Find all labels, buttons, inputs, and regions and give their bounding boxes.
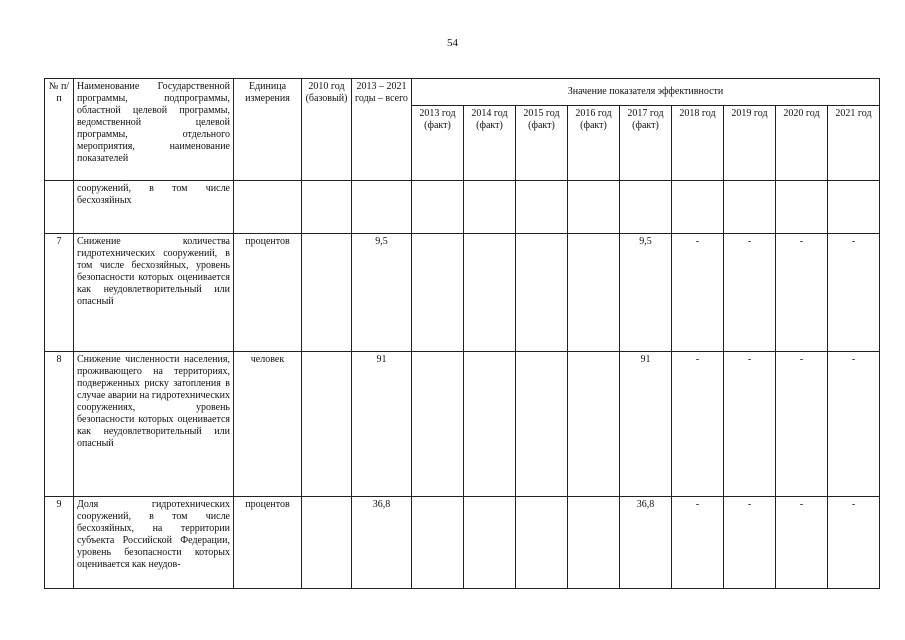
row-unit	[234, 181, 302, 234]
row-value	[412, 234, 464, 352]
row-value: 36,8	[620, 497, 672, 589]
row-value	[568, 497, 620, 589]
row-value: -	[776, 497, 828, 589]
table-row	[45, 234, 880, 352]
row-value: -	[672, 234, 724, 352]
row-value: -	[724, 352, 776, 497]
header-base-year: 2010 год (базовый)	[302, 79, 352, 181]
row-value	[516, 181, 568, 234]
row-value	[724, 181, 776, 234]
row-base	[302, 497, 352, 589]
row-base	[302, 352, 352, 497]
row-value	[568, 352, 620, 497]
row-value	[412, 497, 464, 589]
row-name: Снижение численности населения, проживающего на территориях, подверженных риску затопления в случае аварии на гидротехнических сооружениях, уровень безопасности которых оценивается как неудовлетворительный или опасный	[74, 352, 234, 497]
row-value	[412, 352, 464, 497]
row-number: 7	[45, 234, 74, 352]
row-value	[516, 352, 568, 497]
row-value: -	[672, 497, 724, 589]
row-value: -	[724, 497, 776, 589]
row-value	[516, 497, 568, 589]
row-value: -	[724, 234, 776, 352]
header-year: 2015 год (факт)	[516, 106, 568, 181]
row-value: -	[828, 352, 880, 497]
row-number	[45, 181, 74, 234]
efficiency-indicators-table	[44, 78, 880, 589]
header-year: 2014 год (факт)	[464, 106, 516, 181]
row-total: 91	[352, 352, 412, 497]
page-number: 54	[447, 37, 458, 49]
row-unit: человек	[234, 352, 302, 497]
row-number: 9	[45, 497, 74, 589]
row-name: Снижение количества гидротехнических сооружений, в том числе бесхозяйных, уровень безопасности которых оценивается как неудовлетворительный или опасный	[74, 234, 234, 352]
header-number: № п/п	[45, 79, 74, 181]
row-value	[568, 234, 620, 352]
row-value	[672, 181, 724, 234]
row-value	[828, 181, 880, 234]
header-year: 2020 год	[776, 106, 828, 181]
row-value	[412, 181, 464, 234]
header-year: 2018 год	[672, 106, 724, 181]
row-value: -	[776, 352, 828, 497]
row-value: -	[828, 497, 880, 589]
row-value	[620, 181, 672, 234]
row-total: 9,5	[352, 234, 412, 352]
row-base	[302, 181, 352, 234]
row-value: -	[776, 234, 828, 352]
header-efficiency-group: Значение показателя эффективности	[412, 79, 880, 106]
row-value: -	[828, 234, 880, 352]
row-base	[302, 234, 352, 352]
row-number: 8	[45, 352, 74, 497]
row-value	[464, 352, 516, 497]
header-year: 2021 год	[828, 106, 880, 181]
row-total	[352, 181, 412, 234]
row-name: сооружений, в том числе бесхозяйных	[74, 181, 234, 234]
header-year: 2017 год (факт)	[620, 106, 672, 181]
row-total: 36,8	[352, 497, 412, 589]
row-value: 91	[620, 352, 672, 497]
header-total: 2013 – 2021 годы – всего	[352, 79, 412, 181]
header-year: 2013 год (факт)	[412, 106, 464, 181]
row-unit: процентов	[234, 497, 302, 589]
table-row	[45, 181, 880, 234]
table-row	[45, 352, 880, 497]
row-value: 9,5	[620, 234, 672, 352]
header-name: Наименование Государственной программы, подпрограммы, областной целевой программы, ведомственной целевой программы, отдельного мероприятия, наименование показателей	[74, 79, 234, 181]
header-unit: Единица измерения	[234, 79, 302, 181]
header-year: 2019 год	[724, 106, 776, 181]
header-year: 2016 год (факт)	[568, 106, 620, 181]
row-name: Доля гидротехнических сооружений, в том числе бесхозяйных, на территории субъекта Российской Федерации, уровень безопасности которых оценивается как неудов-	[74, 497, 234, 589]
row-unit: процентов	[234, 234, 302, 352]
table-row	[45, 497, 880, 589]
row-value	[464, 234, 516, 352]
row-value	[464, 181, 516, 234]
row-value	[464, 497, 516, 589]
row-value	[776, 181, 828, 234]
row-value	[516, 234, 568, 352]
row-value	[568, 181, 620, 234]
row-value: -	[672, 352, 724, 497]
